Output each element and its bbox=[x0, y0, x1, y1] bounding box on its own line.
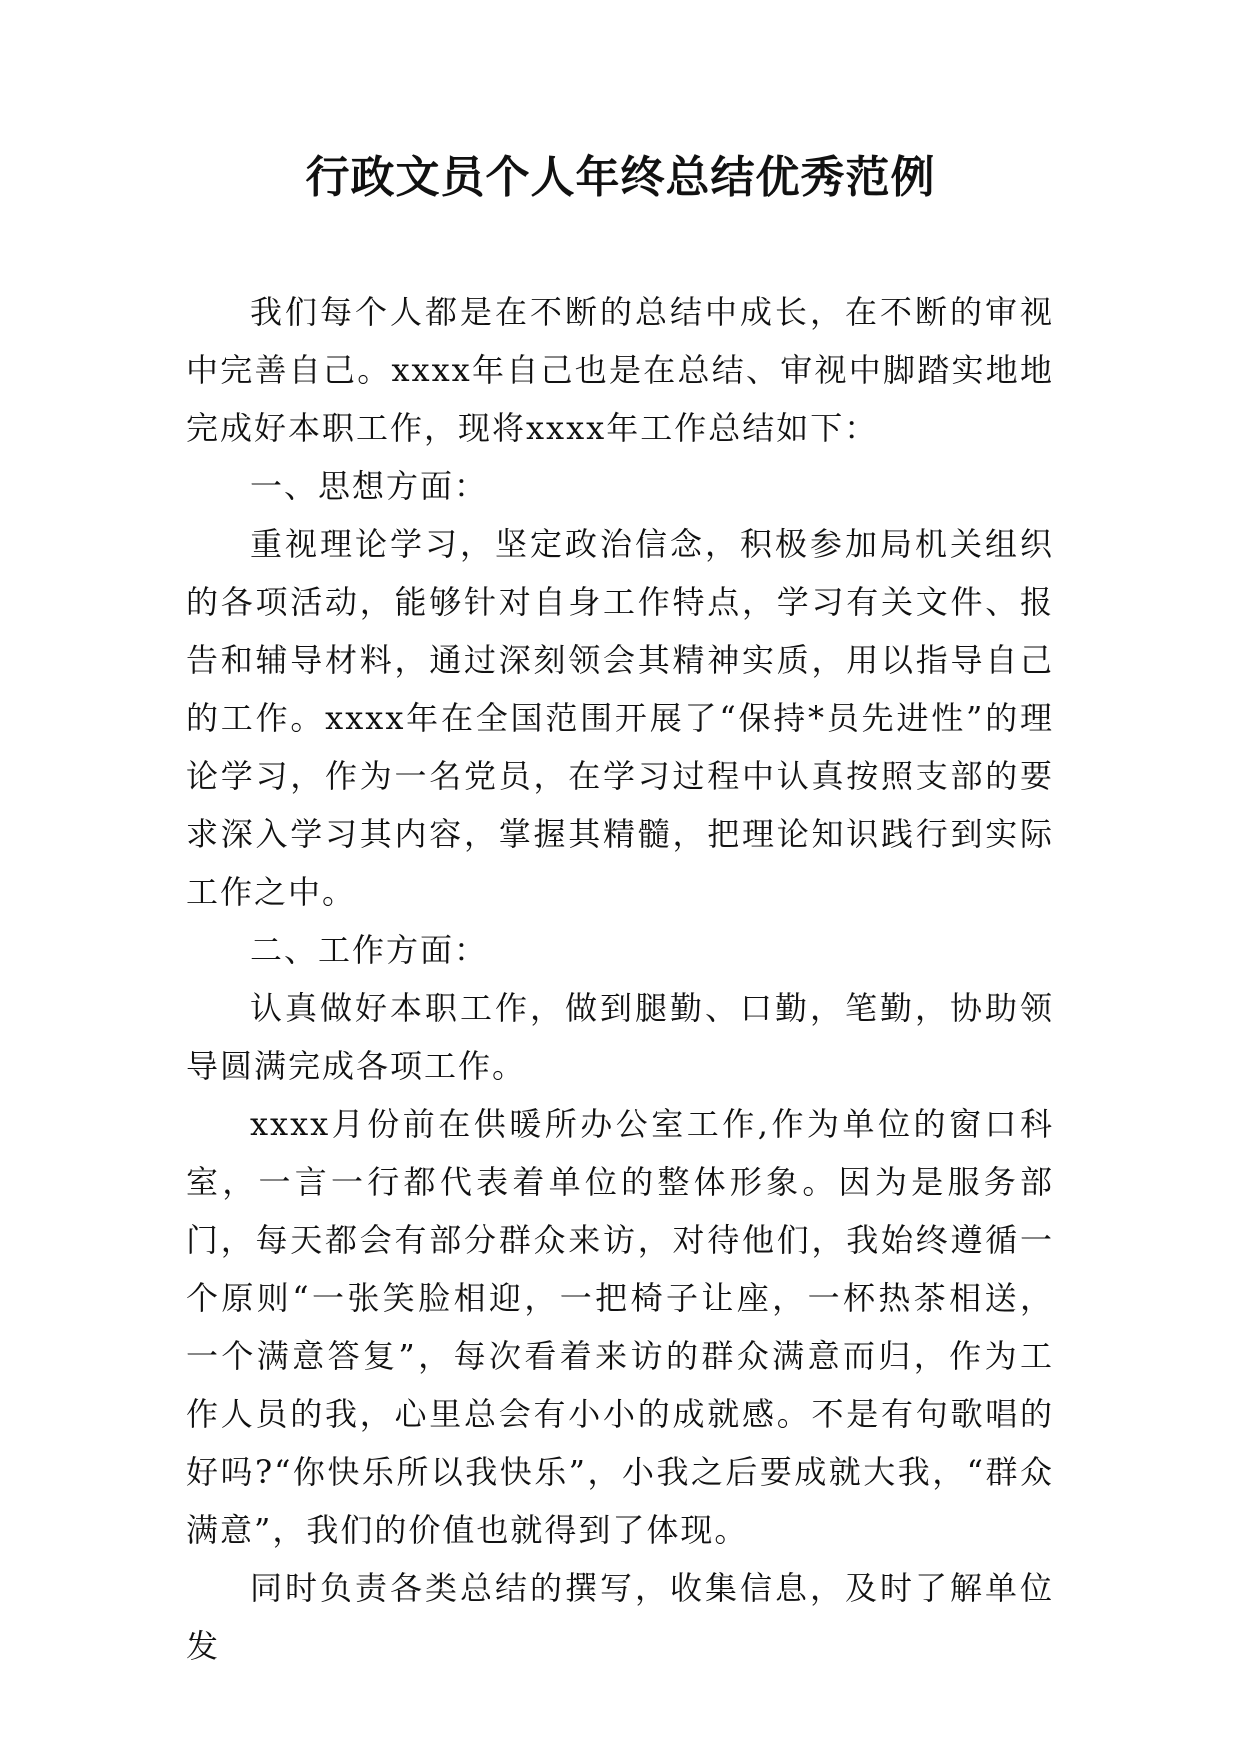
paragraph-work-duty: 认真做好本职工作，做到腿勤、口勤，笔勤，协助领导圆满完成各项工作。 bbox=[186, 989, 1054, 1085]
section-heading-thought: 一、思想方面： bbox=[250, 467, 489, 505]
section-heading-work: 二、工作方面： bbox=[250, 931, 489, 969]
paragraph-work-writing: 同时负责各类总结的撰写，收集信息，及时了解单位发 bbox=[186, 1569, 1054, 1665]
document-title: 行政文员个人年终总结优秀范例 bbox=[305, 152, 936, 203]
paragraph-intro: 我们每个人都是在不断的总结中成长，在不断的审视中完善自己。xxxx年自己也是在总结、审视中脚踏实地地完成好本职工作，现将xxxx年工作总结如下： bbox=[186, 293, 1054, 447]
paragraph-thought: 重视理论学习，坚定政治信念，积极参加局机关组织的各项活动，能够针对自身工作特点，学习有关文件、报告和辅导材料，通过深刻领会其精神实质，用以指导自己的工作。xxxx年在全国范围开展了“保持*员先进性”的理论学习，作为一名党员，在学习过程中认真按照支部的要求深入学习其内容，掌握其精髓，把理论知识践行到实际工作之中。 bbox=[186, 525, 1054, 911]
document-body bbox=[186, 283, 1054, 1675]
paragraph-work-office: xxxx月份前在供暖所办公室工作,作为单位的窗口科室，一言一行都代表着单位的整体形象。因为是服务部门，每天都会有部分群众来访，对待他们，我始终遵循一个原则“一张笑脸相迎，一把椅子让座，一杯热茶相送，一个满意答复”，每次看着来访的群众满意而归，作为工作人员的我，心里总会有小小的成就感。不是有句歌唱的好吗?“你快乐所以我快乐”，小我之后要成就大我，“群众满意”，我们的价值也就得到了体现。 bbox=[186, 1105, 1054, 1549]
